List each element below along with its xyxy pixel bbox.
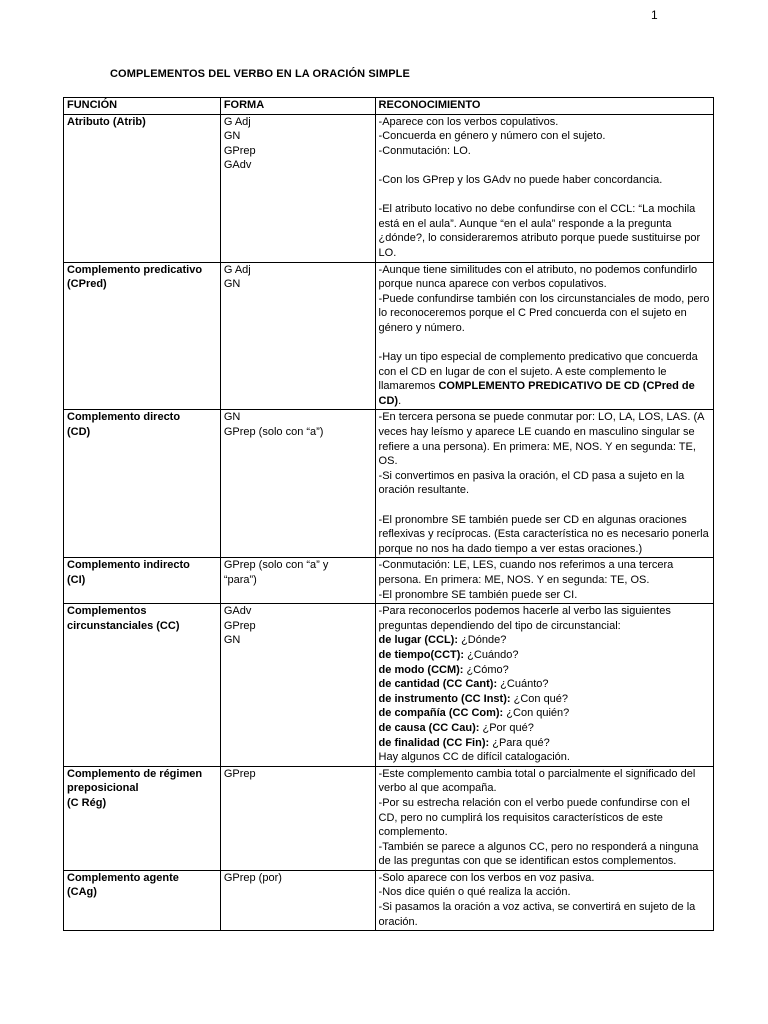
- forma-text: GPrep: [223, 144, 256, 157]
- cc-item-question: ¿Cuándo?: [467, 648, 519, 661]
- reconocimiento-cell: [375, 870, 713, 930]
- reconocimiento-cell: [375, 262, 713, 410]
- cc-item: [379, 721, 710, 736]
- reconocimiento-cell: [375, 558, 713, 604]
- paragraph-gap: [379, 158, 710, 173]
- reconocimiento-text: -Conmutación: LE, LES, cuando nos referimos a una tercera persona. En primera: ME, NOS. Y en segunda: TE, OS.: [378, 559, 674, 586]
- funcion-text: circunstanciales (CC): [67, 619, 180, 632]
- table-row-indirecto: [64, 558, 714, 604]
- funcion-cell: [64, 558, 221, 604]
- reconocimiento-cell: [375, 410, 713, 558]
- funcion-text: Complemento de régimen: [67, 767, 203, 780]
- header-reconocimiento: RECONOCIMIENTO: [375, 98, 713, 115]
- reconocimiento-text: -Aparece con los verbos copulativos.: [378, 115, 559, 128]
- cc-item-question: ¿Cuánto?: [500, 678, 549, 691]
- funcion-text: (CAg): [67, 886, 97, 899]
- reconocimiento-text-plain: -Hay un tipo especial de complemento predicativo que concuerda con el CD en lugar de con el sujeto. A este complemento le llamaremos: [378, 351, 698, 393]
- cc-item: [379, 633, 710, 648]
- reconocimiento-text-end: .: [398, 394, 402, 407]
- header-funcion: FUNCIÓN: [64, 98, 221, 115]
- reconocimiento-text: [379, 350, 710, 408]
- forma-cell: [220, 262, 375, 410]
- reconocimiento-text-bold: COMPLEMENTO PREDICATIVO DE CD (CPred de CD): [378, 380, 695, 407]
- forma-text: GPrep: [223, 619, 256, 632]
- reconocimiento-text: -El atributo locativo no debe confundirse con el CCL: “La mochila está en el aula”. Aunque “en el aula” responde a la pregunta ¿dónde?, lo consideraremos atributo porque puede sustituirse por LO.: [378, 203, 701, 259]
- reconocimiento-text: -Nos dice quién o qué realiza la acción.: [378, 886, 571, 899]
- funcion-cell: [64, 410, 221, 558]
- cc-item-label: de modo (CCM):: [378, 663, 464, 676]
- reconocimiento-text: Hay algunos CC de difícil catalogación.: [378, 751, 570, 764]
- cc-item-question: ¿Para qué?: [492, 736, 550, 749]
- cc-item: [379, 706, 710, 721]
- reconocimiento-cell: [375, 114, 713, 262]
- document-title: COMPLEMENTOS DEL VERBO EN LA ORACIÓN SIMPLE: [110, 68, 410, 80]
- funcion-cell: [64, 870, 221, 930]
- funcion-text: (C Rég): [67, 796, 107, 809]
- paragraph-gap: [379, 336, 710, 351]
- reconocimiento-text: -Conmutación: LO.: [378, 144, 471, 157]
- cc-item-label: de instrumento (CC Inst):: [378, 692, 511, 705]
- forma-text: GN: [223, 278, 241, 291]
- table-row-predicativo: [64, 262, 714, 410]
- forma-text: GPrep (por): [223, 871, 282, 884]
- cc-item-question: ¿Con qué?: [513, 692, 569, 705]
- forma-cell: [220, 766, 375, 870]
- reconocimiento-text: -Este complemento cambia total o parcialmente el significado del verbo al que acompaña.: [378, 767, 696, 795]
- cc-item-label: de cantidad (CC Cant):: [378, 678, 498, 691]
- funcion-cell: [64, 766, 221, 870]
- funcion-cell: [64, 604, 221, 767]
- page-number: 1: [651, 8, 658, 22]
- cc-item: [379, 692, 710, 707]
- funcion-cell: [64, 262, 221, 410]
- reconocimiento-text: -Concuerda en género y número con el sujeto.: [378, 130, 606, 143]
- cc-item-question: ¿Dónde?: [461, 634, 507, 647]
- forma-text: G Adj: [223, 263, 251, 276]
- funcion-text: preposicional: [67, 782, 139, 795]
- cc-item: [379, 677, 710, 692]
- forma-text: GN: [223, 634, 241, 647]
- funcion-text: Complemento directo: [67, 411, 181, 424]
- reconocimiento-text: -Con los GPrep y los GAdv no puede haber concordancia.: [378, 173, 663, 186]
- reconocimiento-text: -Aunque tiene similitudes con el atributo, no podemos confundirlo porque nunca aparece con verbos copulativos.: [378, 263, 698, 291]
- reconocimiento-text: -El pronombre SE también puede ser CD en algunas oraciones reflexivas y recíprocas. (Esta característica no es necesario ponerla porque no nos ha dado tiempo a ver estas oraciones.): [378, 513, 709, 555]
- reconocimiento-text: -En tercera persona se puede conmutar por: LO, LA, LOS, LAS. (A veces hay leísmo y aparece LE cuando en masculino singular se refiere a una persona). En primera: ME, NOS. Y en segunda: TE, OS.: [378, 411, 704, 468]
- funcion-text: Complementos: [67, 605, 147, 618]
- table-row-regimen: [64, 766, 714, 870]
- forma-text: GN: [223, 411, 241, 424]
- funcion-text: Complemento indirecto: [67, 559, 190, 572]
- table-row-directo: [64, 410, 714, 558]
- funcion-text: (CI): [67, 574, 86, 586]
- funcion-text: Complemento agente: [67, 871, 179, 884]
- cc-item-question: ¿Con quién?: [506, 707, 570, 720]
- reconocimiento-text: -El pronombre SE también puede ser CI.: [378, 588, 578, 601]
- forma-cell: [220, 870, 375, 930]
- reconocimiento-text: -Si pasamos la oración a voz activa, se convertirá en sujeto de la oración.: [378, 901, 696, 928]
- cc-item: [379, 736, 710, 751]
- funcion-text: Atributo (Atrib): [67, 115, 146, 128]
- cc-item-label: de tiempo(CCT):: [378, 648, 465, 661]
- forma-text: “para”): [223, 574, 257, 586]
- cc-item-label: de finalidad (CC Fin):: [378, 736, 490, 749]
- reconocimiento-text: -Puede confundirse también con los circunstanciales de modo, pero lo reconoceremos porque el C Pred concuerda con el sujeto en género y número.: [378, 292, 710, 334]
- cc-item: [379, 648, 710, 663]
- cc-item: [379, 663, 710, 678]
- reconocimiento-text: -Para reconocerlos podemos hacerle al verbo las siguientes preguntas dependiendo del tipo de circunstancial:: [378, 605, 671, 632]
- reconocimiento-text: -Solo aparece con los verbos en voz pasiva.: [378, 871, 595, 884]
- reconocimiento-text: -Si convertimos en pasiva la oración, el CD pasa a sujeto en la oración resultante.: [378, 469, 685, 497]
- paragraph-gap: [379, 188, 710, 203]
- forma-cell: [220, 558, 375, 604]
- reconocimiento-cell: [375, 604, 713, 767]
- forma-text: GPrep: [223, 767, 256, 780]
- table-row-agente: [64, 870, 714, 930]
- table-row-atributo: [64, 114, 714, 262]
- forma-cell: [220, 604, 375, 767]
- funcion-text: (CPred): [67, 278, 107, 291]
- grammar-table: [63, 97, 714, 931]
- reconocimiento-text: -Por su estrecha relación con el verbo puede confundirse con el CD, pero no cumplirá los requisitos característicos de este complemento.: [378, 796, 690, 839]
- forma-text: G Adj: [223, 115, 251, 128]
- cc-item-label: de lugar (CCL):: [378, 634, 458, 647]
- forma-text: GAdv: [223, 605, 252, 618]
- forma-text: GPrep (solo con “a” y: [223, 559, 329, 572]
- funcion-cell: [64, 114, 221, 262]
- cc-item-label: de causa (CC Cau):: [378, 721, 480, 734]
- funcion-text: (CD): [67, 426, 91, 439]
- table-header-row: [64, 98, 714, 115]
- forma-text: GPrep (solo con “a”): [223, 426, 324, 439]
- reconocimiento-text: -También se parece a algunos CC, pero no responderá a ninguna de las preguntas con que se identifican estos complementos.: [378, 840, 699, 868]
- funcion-text: Complemento predicativo: [67, 263, 203, 276]
- cc-item-question: ¿Por qué?: [482, 721, 534, 734]
- forma-text: GN: [223, 130, 241, 143]
- table-row-circunstanciales: [64, 604, 714, 767]
- forma-cell: [220, 410, 375, 558]
- paragraph-gap: [379, 498, 710, 513]
- forma-cell: [220, 114, 375, 262]
- forma-text: GAdv: [223, 159, 252, 172]
- header-forma: FORMA: [220, 98, 375, 115]
- cc-item-question: ¿Cómo?: [466, 663, 509, 676]
- reconocimiento-cell: [375, 766, 713, 870]
- cc-item-label: de compañía (CC Com):: [378, 707, 504, 720]
